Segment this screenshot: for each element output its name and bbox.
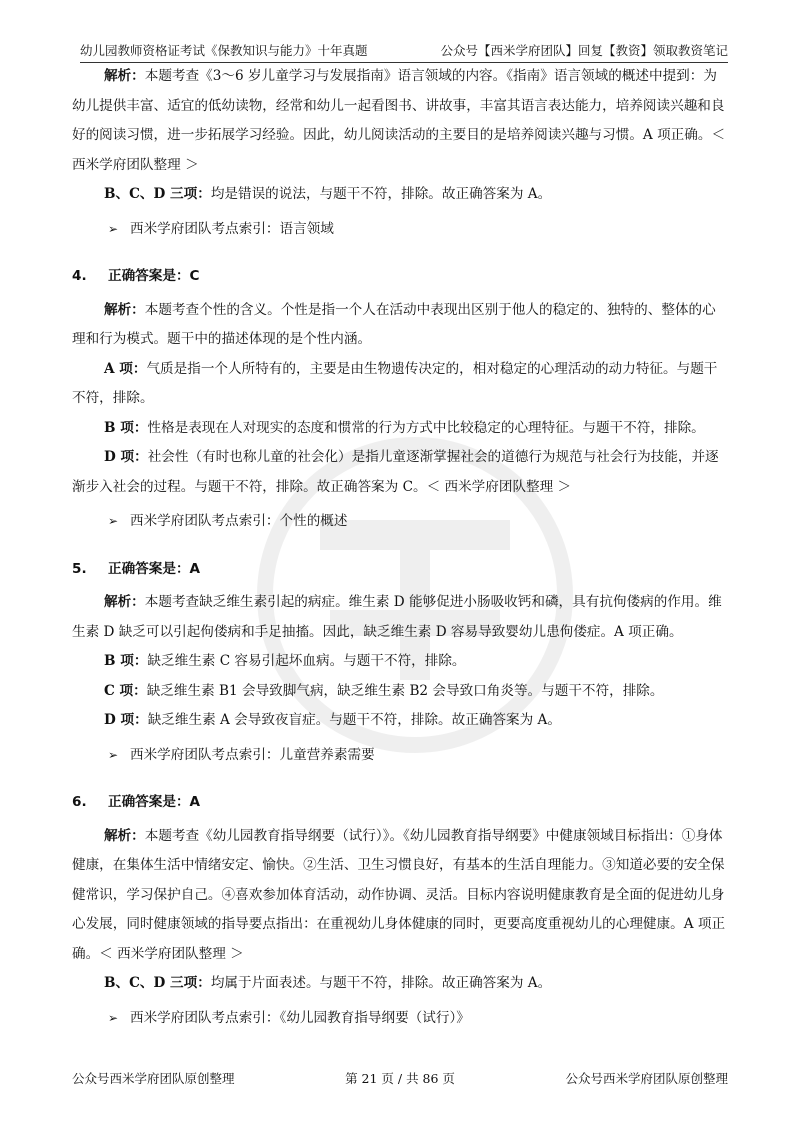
key-point-text: 西米学府团队考点索引：儿童营养素需要 xyxy=(130,746,375,763)
option-label: A 项： xyxy=(104,360,147,377)
option-analysis xyxy=(72,180,728,210)
correct-answer-heading xyxy=(72,555,728,585)
explanation-paragraph xyxy=(72,822,728,970)
correct-answer-text: 正确答案是：C xyxy=(108,268,200,284)
explanation-paragraph xyxy=(72,588,728,647)
paragraph-text: 本题考查个性的含义。个性是指一个人在活动中表现出区别于他人的稳定的、独特的、整体的心理和行为模式。题干中的描述体现的是个性内涵。 xyxy=(72,301,716,347)
answer-explanations xyxy=(72,62,728,1038)
option-analysis xyxy=(72,414,728,444)
option-label: B 项： xyxy=(104,419,148,436)
option-label: C 项： xyxy=(104,682,147,699)
explanation-paragraph xyxy=(72,296,728,355)
question-number: 6. xyxy=(72,794,87,810)
arrow-bullet-icon: ➢ xyxy=(108,221,119,236)
explanation-paragraph xyxy=(72,62,728,180)
option-analysis xyxy=(72,647,728,677)
explanation-label: 解析： xyxy=(104,301,145,318)
arrow-bullet-icon: ➢ xyxy=(108,514,119,528)
correct-answer-heading xyxy=(72,262,728,292)
header-right-note: 公众号【西米学府团队】回复【教资】领取教资笔记 xyxy=(440,43,728,58)
header-left-title: 幼儿园教师资格证考试《保教知识与能力》十年真题 xyxy=(80,43,368,58)
key-point-text: 西米学府团队考点索引：《幼儿园教育指导纲要（试行）》 xyxy=(130,1009,470,1026)
key-point-text: 西米学府团队考点索引：个性的概述 xyxy=(130,513,348,529)
option-analysis xyxy=(72,706,728,736)
option-label: D 项： xyxy=(104,449,148,465)
correct-answer-heading xyxy=(72,788,728,818)
key-point-index xyxy=(72,1004,728,1034)
paragraph-text: 缺乏维生素 B1 会导致脚气病，缺乏维生素 B2 会导致口角炎等。与题干不符，排除。 xyxy=(146,682,664,699)
explanation-label: 解析： xyxy=(104,827,145,844)
paragraph-text: 均属于片面表述。与题干不符，排除。故正确答案为 A。 xyxy=(210,975,552,991)
paragraph-text: 性格是表现在人对现实的态度和惯常的行为方式中比较稳定的心理特征。与题干不符，排除。 xyxy=(147,419,705,436)
option-analysis xyxy=(72,677,728,707)
option-analysis xyxy=(72,443,728,502)
paragraph-text: 缺乏维生素 C 容易引起坏血病。与题干不符，排除。 xyxy=(147,653,466,669)
question-number: 5. xyxy=(72,560,87,577)
paragraph-text: 均是错误的说法，与题干不符，排除。故正确答案为 A。 xyxy=(210,186,552,202)
footer-right-note: 公众号西米学府团队原创整理 xyxy=(565,1071,728,1086)
arrow-bullet-icon: ➢ xyxy=(108,1010,119,1025)
key-point-text: 西米学府团队考点索引：语言领域 xyxy=(130,220,334,237)
option-label: B、C、D 三项： xyxy=(104,975,211,991)
paragraph-text: 本题考查缺乏维生素引起的病症。维生素 D 能够促进小肠吸收钙和磷，具有抗佝偻病的作用。维生素 D 缺乏可以引起佝偻病和手足抽搐。因此，缺乏维生素 D 容易导致婴幼儿患佝偻症。A 项正确。 xyxy=(72,594,722,640)
arrow-bullet-icon: ➢ xyxy=(108,747,119,762)
option-analysis xyxy=(72,355,728,414)
paragraph-text: 本题考查《3～6 岁儿童学习与发展指南》语言领域的内容。《指南》语言领域的概述中提到：为幼儿提供丰富、适宜的低幼读物，经常和幼儿一起看图书、讲故事，丰富其语言表达能力，培养阅读兴趣和良好的阅读习惯，进一步拓展学习经验。因此，幼儿阅读活动的主要目的是培养阅读兴趣与习惯。A 项正确。＜ 西米学府团队整理 ＞ xyxy=(72,68,726,173)
key-point-index xyxy=(72,741,728,771)
correct-answer-text: 正确答案是：A xyxy=(108,794,201,810)
explanation-label: 解析： xyxy=(104,68,145,84)
option-analysis xyxy=(72,969,728,999)
paragraph-text: 缺乏维生素 A 会导致夜盲症。与题干不符，排除。故正确答案为 A。 xyxy=(147,712,561,728)
option-label: B 项： xyxy=(104,653,148,669)
page-header xyxy=(80,36,728,63)
paragraph-text: 社会性（有时也称儿童的社会化）是指儿童逐渐掌握社会的道德行为规范与社会行为技能，并逐渐步入社会的过程。与题干不符，排除。故正确答案为 C。＜ 西米学府团队整理 ＞ xyxy=(72,449,719,495)
key-point-index xyxy=(72,507,728,537)
explanation-label: 解析： xyxy=(104,594,145,610)
paragraph-text: 气质是指一个人所特有的，主要是由生物遗传决定的，相对稳定的心理活动的动力特征。与题干不符，排除。 xyxy=(72,360,718,406)
footer-left-note: 公众号西米学府团队原创整理 xyxy=(72,1071,235,1086)
paragraph-text: 本题考查《幼儿园教育指导纲要（试行）》。《幼儿园教育指导纲要》中健康领域目标指出：①身体健康，在集体生活中情绪安定、愉快。②生活、卫生习惯良好，有基本的生活自理能力。③知道必要的安全保健常识，学习保护自己。④喜欢参加体育活动，动作协调、灵活。目标内容说明健康教育是全面的促进幼儿身心发展，同时健康领域的指导要点指出：在重视幼儿身体健康的同时，更要高度重视幼儿的心理健康。A 项正确。＜ 西米学府团队整理 ＞ xyxy=(72,827,726,962)
key-point-index xyxy=(72,215,728,245)
option-label: B、C、D 三项： xyxy=(104,186,211,202)
correct-answer-text: 正确答案是：A xyxy=(108,560,201,577)
page-number: 第 21 页 / 共 86 页 xyxy=(345,1071,455,1086)
option-label: D 项： xyxy=(104,712,148,728)
page-footer xyxy=(72,1066,728,1090)
question-number: 4. xyxy=(72,268,87,284)
